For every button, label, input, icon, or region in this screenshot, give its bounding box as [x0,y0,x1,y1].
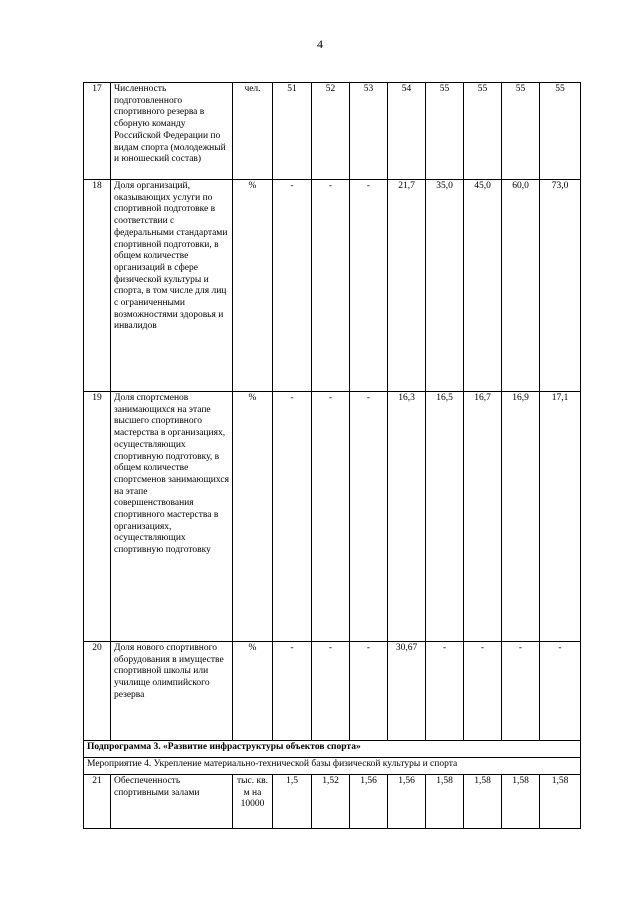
value-cell: - [273,642,312,741]
indicator-name: Обеспеченность спортивными залами [111,775,233,829]
indicators-table [83,82,581,829]
row-number: 21 [84,775,111,829]
indicator-name: Доля нового спортивного оборудования в имуществе спортивной школы или училище олимпийского резерва [111,642,233,741]
table-row [84,392,581,642]
value-cell: 51 [273,83,312,180]
page-number: 4 [317,37,323,51]
value-cell: 52 [312,83,350,180]
value-cell: - [540,642,581,741]
value-cell: 60,0 [502,180,540,392]
value-cell: 1,56 [350,775,388,829]
value-cell: - [426,642,464,741]
value-cell: 54 [388,83,426,180]
table-row [84,83,581,180]
value-cell: - [350,180,388,392]
row-number: 18 [84,180,111,392]
unit-cell: тыс. кв. м на 10000 [233,775,273,829]
value-cell: 16,9 [502,392,540,642]
value-cell: - [350,392,388,642]
indicator-name: Доля спортсменов занимающихся на этапе высшего спортивного мастерства в организациях, осуществляющих спортивную подготовку, в общем количестве спортсменов занимающихся на этапе совершенствования спортивного мастерства в организациях, осуществляющих спортивную подготовку [111,392,233,642]
unit-cell: чел. [233,83,273,180]
value-cell: 45,0 [464,180,502,392]
value-cell: - [502,642,540,741]
value-cell: 1,52 [312,775,350,829]
value-cell: 55 [502,83,540,180]
value-cell: 1,58 [502,775,540,829]
value-cell: - [464,642,502,741]
measure-row [84,758,581,775]
subprogram-row [84,741,581,758]
value-cell: 73,0 [540,180,581,392]
table-row [84,180,581,392]
value-cell: - [350,642,388,741]
value-cell: - [312,180,350,392]
value-cell: 16,3 [388,392,426,642]
value-cell: 53 [350,83,388,180]
unit-cell: % [233,642,273,741]
value-cell: 1,5 [273,775,312,829]
value-cell: - [273,180,312,392]
value-cell: - [312,392,350,642]
unit-cell: % [233,392,273,642]
table-row [84,775,581,829]
value-cell: 1,58 [540,775,581,829]
value-cell: 16,5 [426,392,464,642]
value-cell: - [273,392,312,642]
unit-cell: % [233,180,273,392]
value-cell: 1,58 [464,775,502,829]
row-number: 20 [84,642,111,741]
table-row [84,642,581,741]
row-number: 17 [84,83,111,180]
value-cell: 30,67 [388,642,426,741]
row-number: 19 [84,392,111,642]
value-cell: 17,1 [540,392,581,642]
value-cell: 55 [426,83,464,180]
measure-title: Мероприятие 4. Укрепление материально-технической базы физической культуры и спорта [84,758,581,775]
indicator-name: Численность подготовленного спортивного резерва в сборную команду Российской Федерации по видам спорта (молодежный и юношеский состав) [111,83,233,180]
subprogram-title: Подпрограмма 3. «Развитие инфраструктуры объектов спорта» [84,741,581,758]
value-cell: 1,56 [388,775,426,829]
value-cell: 21,7 [388,180,426,392]
value-cell: 55 [540,83,581,180]
value-cell: 55 [464,83,502,180]
value-cell: 16,7 [464,392,502,642]
value-cell: - [312,642,350,741]
value-cell: 1,58 [426,775,464,829]
indicator-name: Доля организаций, оказывающих услуги по спортивной подготовке в соответствии с федеральными стандартами спортивной подготовки, в общем количестве организаций в сфере физической культуры и спорта, в том числе для лиц с ограниченными возможностями здоровья и инвалидов [111,180,233,392]
value-cell: 35,0 [426,180,464,392]
